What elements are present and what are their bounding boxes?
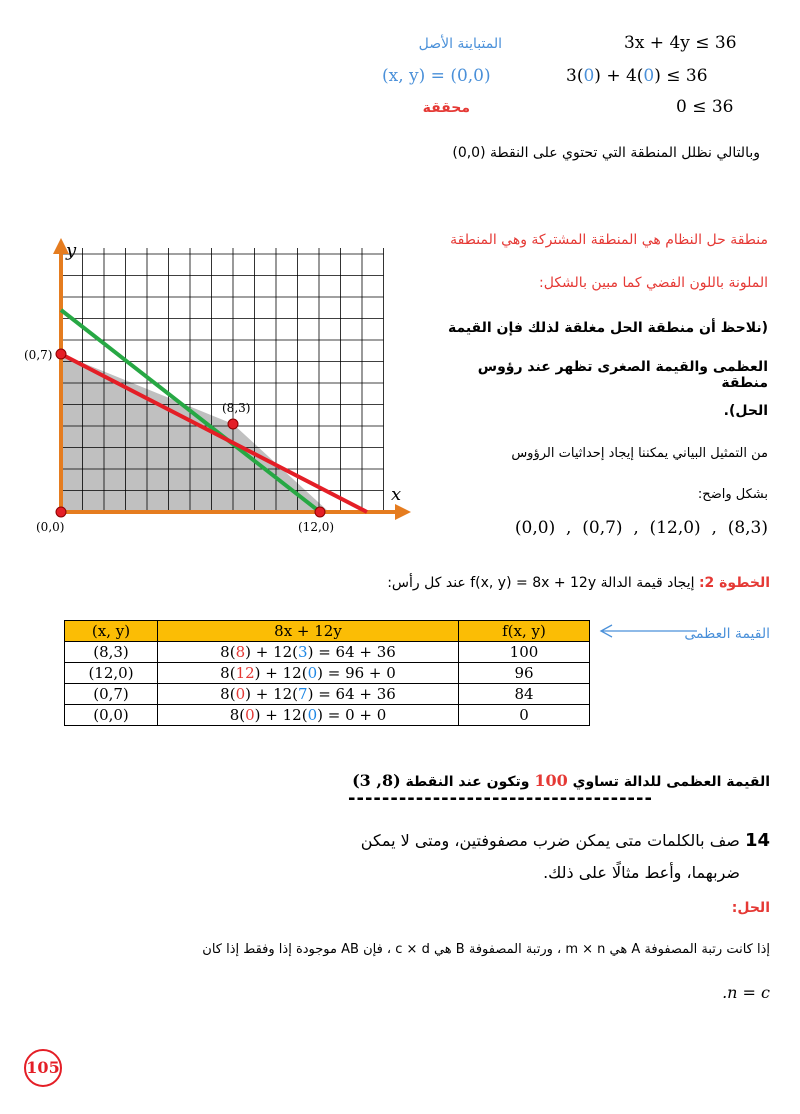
label-0-0: (0,0) bbox=[36, 520, 65, 534]
x-axis-label: x bbox=[391, 484, 402, 505]
y-axis-label: y bbox=[66, 240, 77, 261]
page-number-badge bbox=[24, 1049, 62, 1087]
step2-line bbox=[250, 575, 770, 591]
page-number: 105 bbox=[26, 1058, 60, 1077]
region-bold-line2: العظمى والقيمة الصغرى تظهر عند رؤوس منطقة bbox=[477, 359, 768, 391]
row-value: 84 bbox=[459, 684, 590, 705]
calc-part-b: ) + 12( bbox=[254, 664, 308, 682]
sub-part-a: 3( bbox=[566, 66, 584, 86]
header-point: (x, y) bbox=[65, 621, 158, 642]
row-calculation bbox=[158, 663, 459, 684]
table-row bbox=[65, 663, 590, 684]
calc-y-value: 3 bbox=[298, 643, 308, 661]
calc-part-a: 8( bbox=[229, 706, 246, 724]
vertex-0-7 bbox=[56, 349, 66, 359]
shade-conclusion: وبالتالي نظلل المنطقة التي تحتوي على النقطة (0,0) bbox=[452, 145, 760, 161]
calc-x-value: 8 bbox=[235, 643, 246, 661]
row-calculation bbox=[158, 642, 459, 663]
table-row bbox=[65, 705, 590, 726]
calc-part-b: ) + 12( bbox=[245, 643, 299, 661]
evaluation-table bbox=[64, 620, 590, 726]
table-row bbox=[65, 684, 590, 705]
row-value: 0 bbox=[459, 705, 590, 726]
vertex-0-0 bbox=[56, 507, 66, 517]
region-text-line2: الملونة باللون الفضي كما مبين بالشكل: bbox=[539, 275, 768, 291]
row-calculation bbox=[158, 684, 459, 705]
sub-part-c: ) + 4( bbox=[594, 66, 644, 86]
calc-x-value: 0 bbox=[235, 685, 246, 703]
question-line2: ضربهما، وأعط مثالًا على ذلك. bbox=[543, 863, 740, 882]
calc-y-value: 0 bbox=[307, 706, 318, 724]
header-value: f(x, y) bbox=[459, 621, 590, 642]
table-header-row bbox=[65, 621, 590, 642]
dashed-separator: ------------------------------------ bbox=[348, 788, 653, 809]
feasible-region-graph bbox=[22, 232, 422, 542]
original-inequality-label: المتباينة الأصل bbox=[418, 36, 502, 52]
row-point: (8,3) bbox=[65, 642, 158, 663]
sub-part-e: ) ≤ 36 bbox=[654, 66, 708, 86]
row-point: (0,7) bbox=[65, 684, 158, 705]
region-text-line3: من التمثيل البياني يمكننا إيجاد إحداثيات الرؤوس bbox=[511, 446, 768, 461]
calc-x-value: 0 bbox=[245, 706, 255, 724]
region-text-line1: منطقة حل النظام هي المنطقة المشتركة وهي المنطقة bbox=[450, 232, 768, 248]
label-0-7: (0,7) bbox=[24, 348, 53, 362]
calc-part-b: ) + 12( bbox=[245, 685, 299, 703]
sub-y-value: 0 bbox=[643, 66, 655, 86]
conclusion-part1: القيمة العظمى للدالة تساوي bbox=[572, 774, 770, 790]
calc-y-value: 0 bbox=[307, 664, 318, 682]
question-number: 14 bbox=[744, 830, 770, 851]
solution-line2: .n = c bbox=[722, 983, 770, 1002]
vertices-list: (0,0) , (0,7) , (12,0) , (8,3) bbox=[514, 518, 768, 538]
row-point: (0,0) bbox=[65, 705, 158, 726]
label-8-3: (8,3) bbox=[222, 401, 251, 415]
region-bold-line1: (نلاحظ أن منطقة الحل مغلقة لذلك فإن القيمة bbox=[447, 320, 768, 336]
table-row bbox=[65, 642, 590, 663]
conclusion-part2: وتكون عند النقطة bbox=[405, 774, 530, 790]
step2-text: إيجاد قيمة الدالة f(x, y) = 8x + 12y عند كل رأس: bbox=[387, 575, 695, 591]
result-expression: 0 ≤ 36 bbox=[676, 97, 734, 117]
region-text-line4: بشكل واضح: bbox=[697, 487, 768, 502]
step2-label: الخطوة 2: bbox=[698, 575, 770, 591]
substitution-expression bbox=[566, 66, 708, 86]
region-bold-line3: الحل). bbox=[723, 403, 768, 419]
row-point: (12,0) bbox=[65, 663, 158, 684]
verified-label: محققة bbox=[422, 100, 470, 116]
calc-part-b: ) + 12( bbox=[254, 706, 308, 724]
vertex-12-0 bbox=[315, 507, 325, 517]
vertex-8-3 bbox=[228, 419, 238, 429]
conclusion-value: 100 bbox=[534, 771, 568, 790]
row-value: 100 bbox=[459, 642, 590, 663]
calc-part-c: ) = 96 + 0 bbox=[317, 664, 396, 682]
calc-part-a: 8( bbox=[220, 643, 236, 661]
label-12-0: (12,0) bbox=[298, 520, 335, 534]
calc-part-c: ) = 64 + 36 bbox=[307, 643, 396, 661]
sub-x-value: 0 bbox=[583, 66, 595, 86]
calc-y-value: 7 bbox=[298, 685, 308, 703]
max-label: القيمة العظمى bbox=[684, 626, 770, 642]
calc-x-value: 12 bbox=[235, 664, 255, 682]
solution-line1: إذا كانت رتبة المصفوفة A هي m × n ، ورتبة المصفوفة B هي c × d ، فإن AB موجودة إذا وفقط إذا كان bbox=[202, 942, 770, 957]
x-axis-arrow bbox=[395, 504, 411, 520]
calc-part-a: 8( bbox=[220, 685, 236, 703]
header-expression: 8x + 12y bbox=[158, 621, 459, 642]
conclusion-point: (8, 3) bbox=[352, 771, 401, 790]
solution-label: الحل: bbox=[731, 900, 770, 916]
test-point-label: (x, y) = (0,0) bbox=[382, 66, 491, 86]
calc-part-c: ) = 0 + 0 bbox=[317, 706, 387, 724]
question-block bbox=[300, 830, 770, 851]
row-value: 96 bbox=[459, 663, 590, 684]
inequality-expression: 3x + 4y ≤ 36 bbox=[624, 33, 737, 53]
row-calculation bbox=[158, 705, 459, 726]
question-text1: صف بالكلمات متى يمكن ضرب مصفوفتين، ومتى لا يمكن bbox=[360, 831, 740, 850]
question-line1 bbox=[300, 830, 770, 851]
calc-part-a: 8( bbox=[220, 664, 236, 682]
calc-part-c: ) = 64 + 36 bbox=[307, 685, 396, 703]
